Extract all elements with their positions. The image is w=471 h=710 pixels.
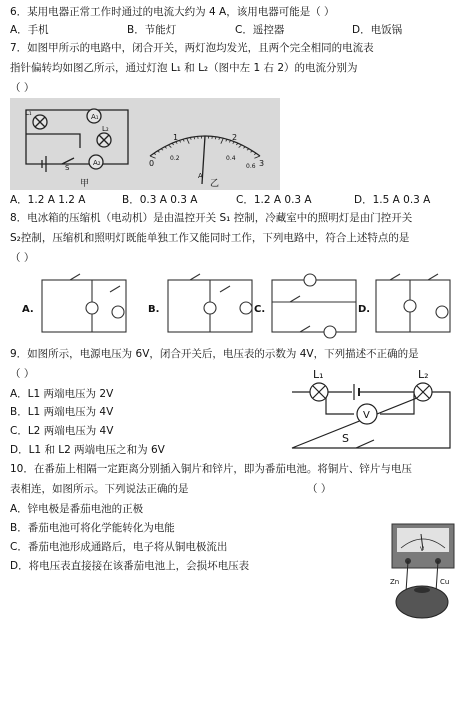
q7-option-c: C．1.2 A 0.3 A	[236, 194, 312, 206]
q7-label-a2: A₂	[93, 159, 101, 167]
q10-label-v: V	[420, 546, 425, 553]
q9-figure	[282, 364, 462, 460]
q7-option-a: A．1.2 A 1.2 A	[10, 194, 86, 206]
q8-figure	[10, 272, 462, 342]
q9-blank: （ ）	[10, 368, 35, 380]
q7-tick-0: 0	[149, 159, 155, 168]
q10-option-d: D．将电压表直接接在该番茄电池上，会损坏电压表	[10, 560, 250, 572]
q8-label-d: D.	[358, 304, 371, 315]
q9-label-s: S	[342, 432, 349, 445]
q8-label-a: A.	[22, 304, 34, 315]
q7-label-l1: L₁	[25, 109, 32, 117]
q7-minor-02: 0.2	[170, 155, 180, 162]
q7-label-a1: A₁	[91, 113, 99, 121]
q7-tick-1: 1	[173, 133, 179, 142]
q7-option-d: D．1.5 A 0.3 A	[354, 194, 431, 206]
q8-label-c: C.	[254, 304, 266, 315]
q10-option-b: B．番茄电池可将化学能转化为电能	[10, 522, 175, 534]
q8-circuit-d	[376, 274, 450, 332]
q7-meter-unit: A	[198, 172, 203, 180]
q10-option-c: C．番茄电池形成通路后，电子将从铜电极流出	[10, 541, 228, 553]
q7-tick-3: 3	[259, 159, 265, 168]
q6-option-b: B．节能灯	[127, 24, 177, 36]
q7-minor-06: 0.6	[246, 163, 256, 170]
q6-option-a: A．手机	[10, 24, 49, 36]
q9-label-l1: L₁	[313, 368, 324, 381]
q10-stem-line2: 表相连，如图所示。下列说法正确的是	[10, 483, 189, 495]
q7-minor-04: 0.4	[226, 155, 236, 162]
q8-stem-line1: 8．电冰箱的压缩机（电动机）是由温控开关 S₁ 控制，冷藏室中的照明灯是由门控开关	[10, 212, 413, 224]
q7-option-b: B．0.3 A 0.3 A	[122, 194, 198, 206]
q8-label-b: B.	[148, 304, 160, 315]
q7-stem-line1: 7．如图甲所示的电路中，闭合开关，两灯泡均发光，且两个完全相同的电流表	[10, 42, 374, 54]
q9-stem: 9．如图所示，电源电压为 6V，闭合开关后，电压表的示数为 4V，下列描述不正确的是	[10, 348, 419, 360]
q8-blank: （ ）	[10, 252, 35, 264]
q7-caption-right: 乙	[210, 179, 220, 189]
q8-circuit-b	[168, 274, 252, 332]
q8-stem-line2: S₂控制，压缩机和照明灯既能单独工作又能同时工作，下列电路中，符合上述特点的是	[10, 232, 410, 244]
q7-blank: （ ）	[10, 82, 35, 94]
q10-label-zn: Zn	[390, 578, 400, 586]
q10-blank: （ ）	[307, 483, 332, 495]
q9-label-l2: L₂	[418, 368, 429, 381]
q7-figure	[10, 98, 280, 190]
q7-label-s: S	[65, 164, 70, 172]
q10-stem-line1: 10．在番茄上相隔一定距离分别插入铜片和锌片，即为番茄电池。将铜片、锌片与电压	[10, 463, 412, 475]
q9-option-a: A．L1 两端电压为 2V	[10, 388, 114, 400]
q6-stem: 6．某用电器正常工作时通过的电流大约为 4 A，该用电器可能是（ ）	[10, 6, 335, 18]
q9-option-c: C．L2 两端电压为 4V	[10, 425, 114, 437]
q7-tick-2: 2	[232, 133, 238, 142]
q9-option-d: D．L1 和 L2 两端电压之和为 6V	[10, 444, 165, 456]
q7-label-l2: L₂	[102, 125, 109, 133]
q9-circuit-diagram	[292, 383, 450, 448]
q9-option-b: B．L1 两端电压为 4V	[10, 406, 114, 418]
q6-option-d: D．电饭锅	[352, 24, 403, 36]
q8-circuit-c	[272, 274, 356, 338]
q7-caption-left: 甲	[80, 179, 90, 189]
q10-label-cu: Cu	[440, 578, 450, 586]
q6-option-c: C．遥控器	[235, 24, 285, 36]
q7-stem-line2: 指针偏转均如图乙所示，通过灯泡 L₁ 和 L₂（图中左 1 右 2）的电流分别为	[10, 62, 358, 74]
q9-label-v: V	[363, 410, 370, 421]
q10-option-a: A．锌电极是番茄电池的正极	[10, 503, 144, 515]
q8-circuit-a	[42, 274, 126, 332]
q10-figure	[388, 520, 458, 620]
